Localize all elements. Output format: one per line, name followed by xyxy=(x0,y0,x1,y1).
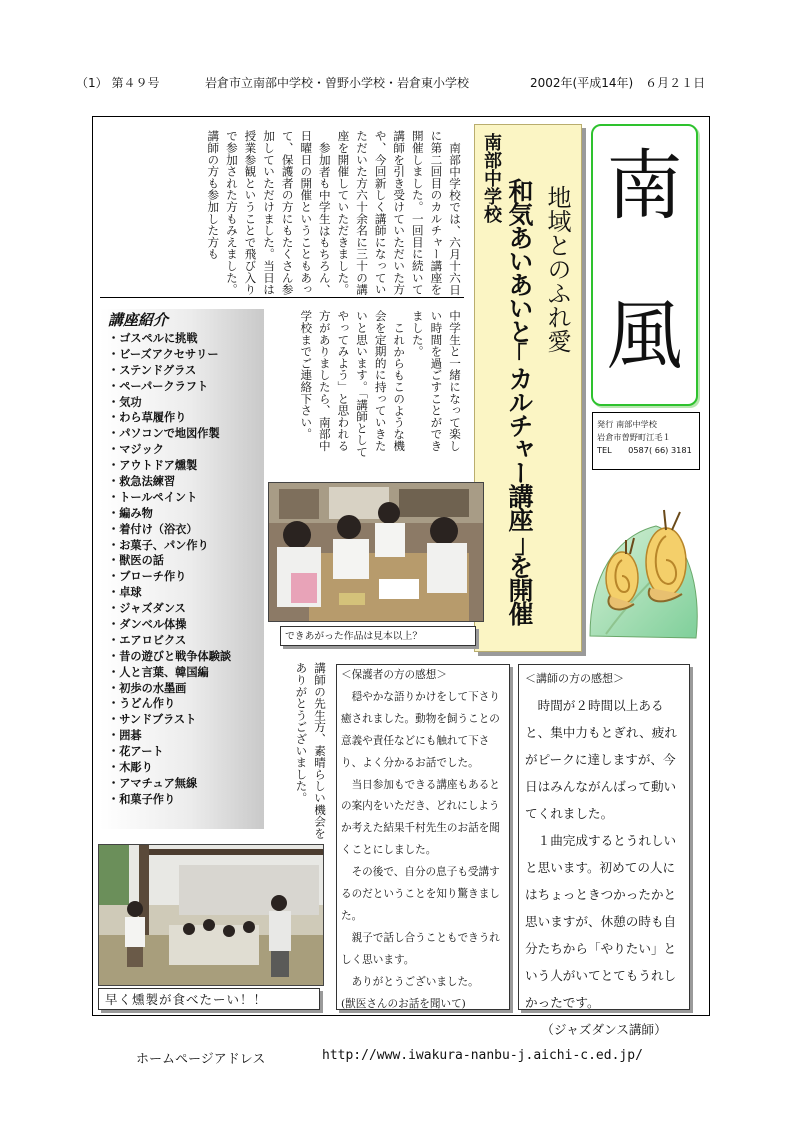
list-item: ・うどん作り xyxy=(108,697,176,711)
parent-impressions-box xyxy=(336,664,510,1010)
list-item: ・囲碁 xyxy=(108,729,142,743)
outdoor-photo-caption: 早く燻製が食べたーい！！ xyxy=(98,988,320,1010)
outdoor-photo xyxy=(98,844,324,986)
masthead-char-2: 風 xyxy=(606,291,683,380)
list-item: ・パソコンで地図作製 xyxy=(108,427,220,441)
list-item: ・着付け（浴衣） xyxy=(108,522,198,536)
article-paragraph-5: 講師の先生方、素晴らしい機会をありがとうございました。 xyxy=(294,662,327,839)
article-paragraph-1: 南部中学校では、六月十六日に第二回目のカルチャー講座を開催しました。一回目に続いて講師を引き受けていただいた方や、今回新しく講師になっていただいた方六十余名に三十の講座を開催していただきました。 xyxy=(336,130,462,296)
issue-number: （1） 第４９号 xyxy=(76,76,160,90)
teacher-box-footer: （ジャズダンス講師） xyxy=(541,1022,667,1037)
list-item: ・エアロビクス xyxy=(108,633,187,647)
headline-school: 南部中学校 xyxy=(481,133,502,223)
headline-subtitle: 地域とのふれ愛 xyxy=(543,185,571,353)
teacher-box-paragraph: 時間が２時間以上あると、集中力もとぎれ、疲れがピークに達しますが、今日はみんながんばって動いてくれました。 xyxy=(525,698,677,821)
list-item: ・ビーズアクセサリー xyxy=(108,347,219,361)
parent-box-title: ＜保護者の方の感想＞ xyxy=(341,669,447,681)
classroom-photo-caption: できあがった作品は見本以上？ xyxy=(280,626,476,646)
list-item: ・ステンドグラス xyxy=(108,363,197,377)
article-paragraph-2: 参加者も中学生はもちろん、日曜日の開催ということもあって、保護者の方にもたくさん参加していただけました。当日は授業参観ということで飛び入りで参加された方もみえました。講師の方も参加した方も xyxy=(206,130,332,296)
list-item: ・救急法練習 xyxy=(108,475,176,489)
homepage-url[interactable]: http://www.iwakura-nanbu-j.aichi-c.ed.jp/ xyxy=(322,1048,643,1063)
course-list xyxy=(108,331,231,808)
snail-illustration-icon xyxy=(586,496,704,646)
list-item: ・気功 xyxy=(108,395,142,409)
classroom-photo-image xyxy=(269,483,484,622)
teacher-impressions-box xyxy=(518,664,690,1037)
list-item: ・人と言葉、韓国編 xyxy=(108,665,209,679)
publisher-address: 岩倉市曽野町江毛１ xyxy=(597,432,671,442)
classroom-photo xyxy=(268,482,484,622)
list-item: ・ペーパークラフト xyxy=(108,379,209,393)
parent-box-paragraph: 親子で話し合うこともできうれしく思います。 xyxy=(341,931,500,966)
list-item: ・トールペイント xyxy=(108,490,198,504)
list-item: ・卓球 xyxy=(108,586,142,600)
list-item: ・初歩の水墨画 xyxy=(108,681,187,695)
list-item: ・木彫り xyxy=(108,761,153,775)
teacher-box-title: ＜講師の方の感想＞ xyxy=(525,672,624,685)
list-item: ・ブローチ作り xyxy=(108,570,187,584)
publisher-tel: TEL 0587( 66) 3181 xyxy=(597,445,692,455)
headline-title: 和気あいあいと｢カルチャー講座｣を開催 xyxy=(505,178,534,625)
article-body-top xyxy=(100,130,464,296)
issue-date: 2002年(平成14年) ６月２１日 xyxy=(530,76,706,90)
article-body-closing xyxy=(285,662,329,842)
list-item: ・アウトドア燻製 xyxy=(108,459,198,473)
list-item: ・花アート xyxy=(108,745,164,759)
list-item: ・和菓子作り xyxy=(108,792,176,806)
list-item: ・わら草履作り xyxy=(108,411,187,425)
parent-box-footer: (獣医さんのお話を聞いて) xyxy=(341,997,466,1010)
list-item: ・獣医の話 xyxy=(108,554,164,568)
parent-box-paragraph: 穏やかな語りかけをして下さり癒されました。動物を飼うことの意義や責任などにも触れて下さり、よく分かるお話でした。 xyxy=(341,690,500,769)
list-item: ・マジック xyxy=(108,443,164,457)
list-item: ・ジャズダンス xyxy=(108,602,186,616)
list-item: ・編み物 xyxy=(108,506,153,520)
parent-box-paragraph: その後で、自分の息子も受講するのだということを知り驚きました。 xyxy=(341,866,500,922)
list-item: ・ダンベル体操 xyxy=(108,618,187,632)
teacher-box-paragraph: １曲完成するとうれしいと思います。初めての人にはちょっときつかったかと思いますが、休憩の時も自分たちから「やりたい」という人がいてとてもうれしかったです。 xyxy=(525,833,677,1010)
list-item: ・サンドブラスト xyxy=(108,713,197,727)
masthead-title xyxy=(591,124,698,406)
article-paragraph-4: これからもこのような機会を定期的に持っていきたいと思います。「講師としてやってみよう」と思われる方がありましたら、南部中学校までご連絡下さい。 xyxy=(299,310,407,458)
publisher-info xyxy=(592,412,700,470)
list-item: ・昔の遊びと戦争体験談 xyxy=(108,649,232,663)
article-body-middle xyxy=(272,310,464,460)
list-item: ・ゴスペルに挑戦 xyxy=(108,332,198,345)
parent-box-paragraph: ありがとうございました。 xyxy=(351,975,479,988)
list-item: ・アマチュア無線 xyxy=(108,776,198,790)
homepage-label: ホームページアドレス xyxy=(136,1052,266,1067)
article-divider xyxy=(100,297,464,298)
publisher-name: 発行 南部中学校 xyxy=(597,419,657,429)
list-item: ・お菓子、パン作り xyxy=(108,538,209,552)
school-names: 岩倉市立南部中学校・曽野小学校・岩倉東小学校 xyxy=(205,76,470,90)
parent-box-paragraph: 当日参加もできる講座もあるとの案内をいただき、どれにしようか考えた結果千村先生のお話を聞くことにしました。 xyxy=(341,778,500,857)
course-list-panel xyxy=(100,309,264,829)
outdoor-photo-image xyxy=(99,845,324,986)
article-paragraph-3: 中学生と一緒になって楽しい時間を過ごすことができました。 xyxy=(410,310,462,452)
masthead-char-1: 南 xyxy=(606,141,683,230)
course-list-title: 講座紹介 xyxy=(108,311,169,329)
